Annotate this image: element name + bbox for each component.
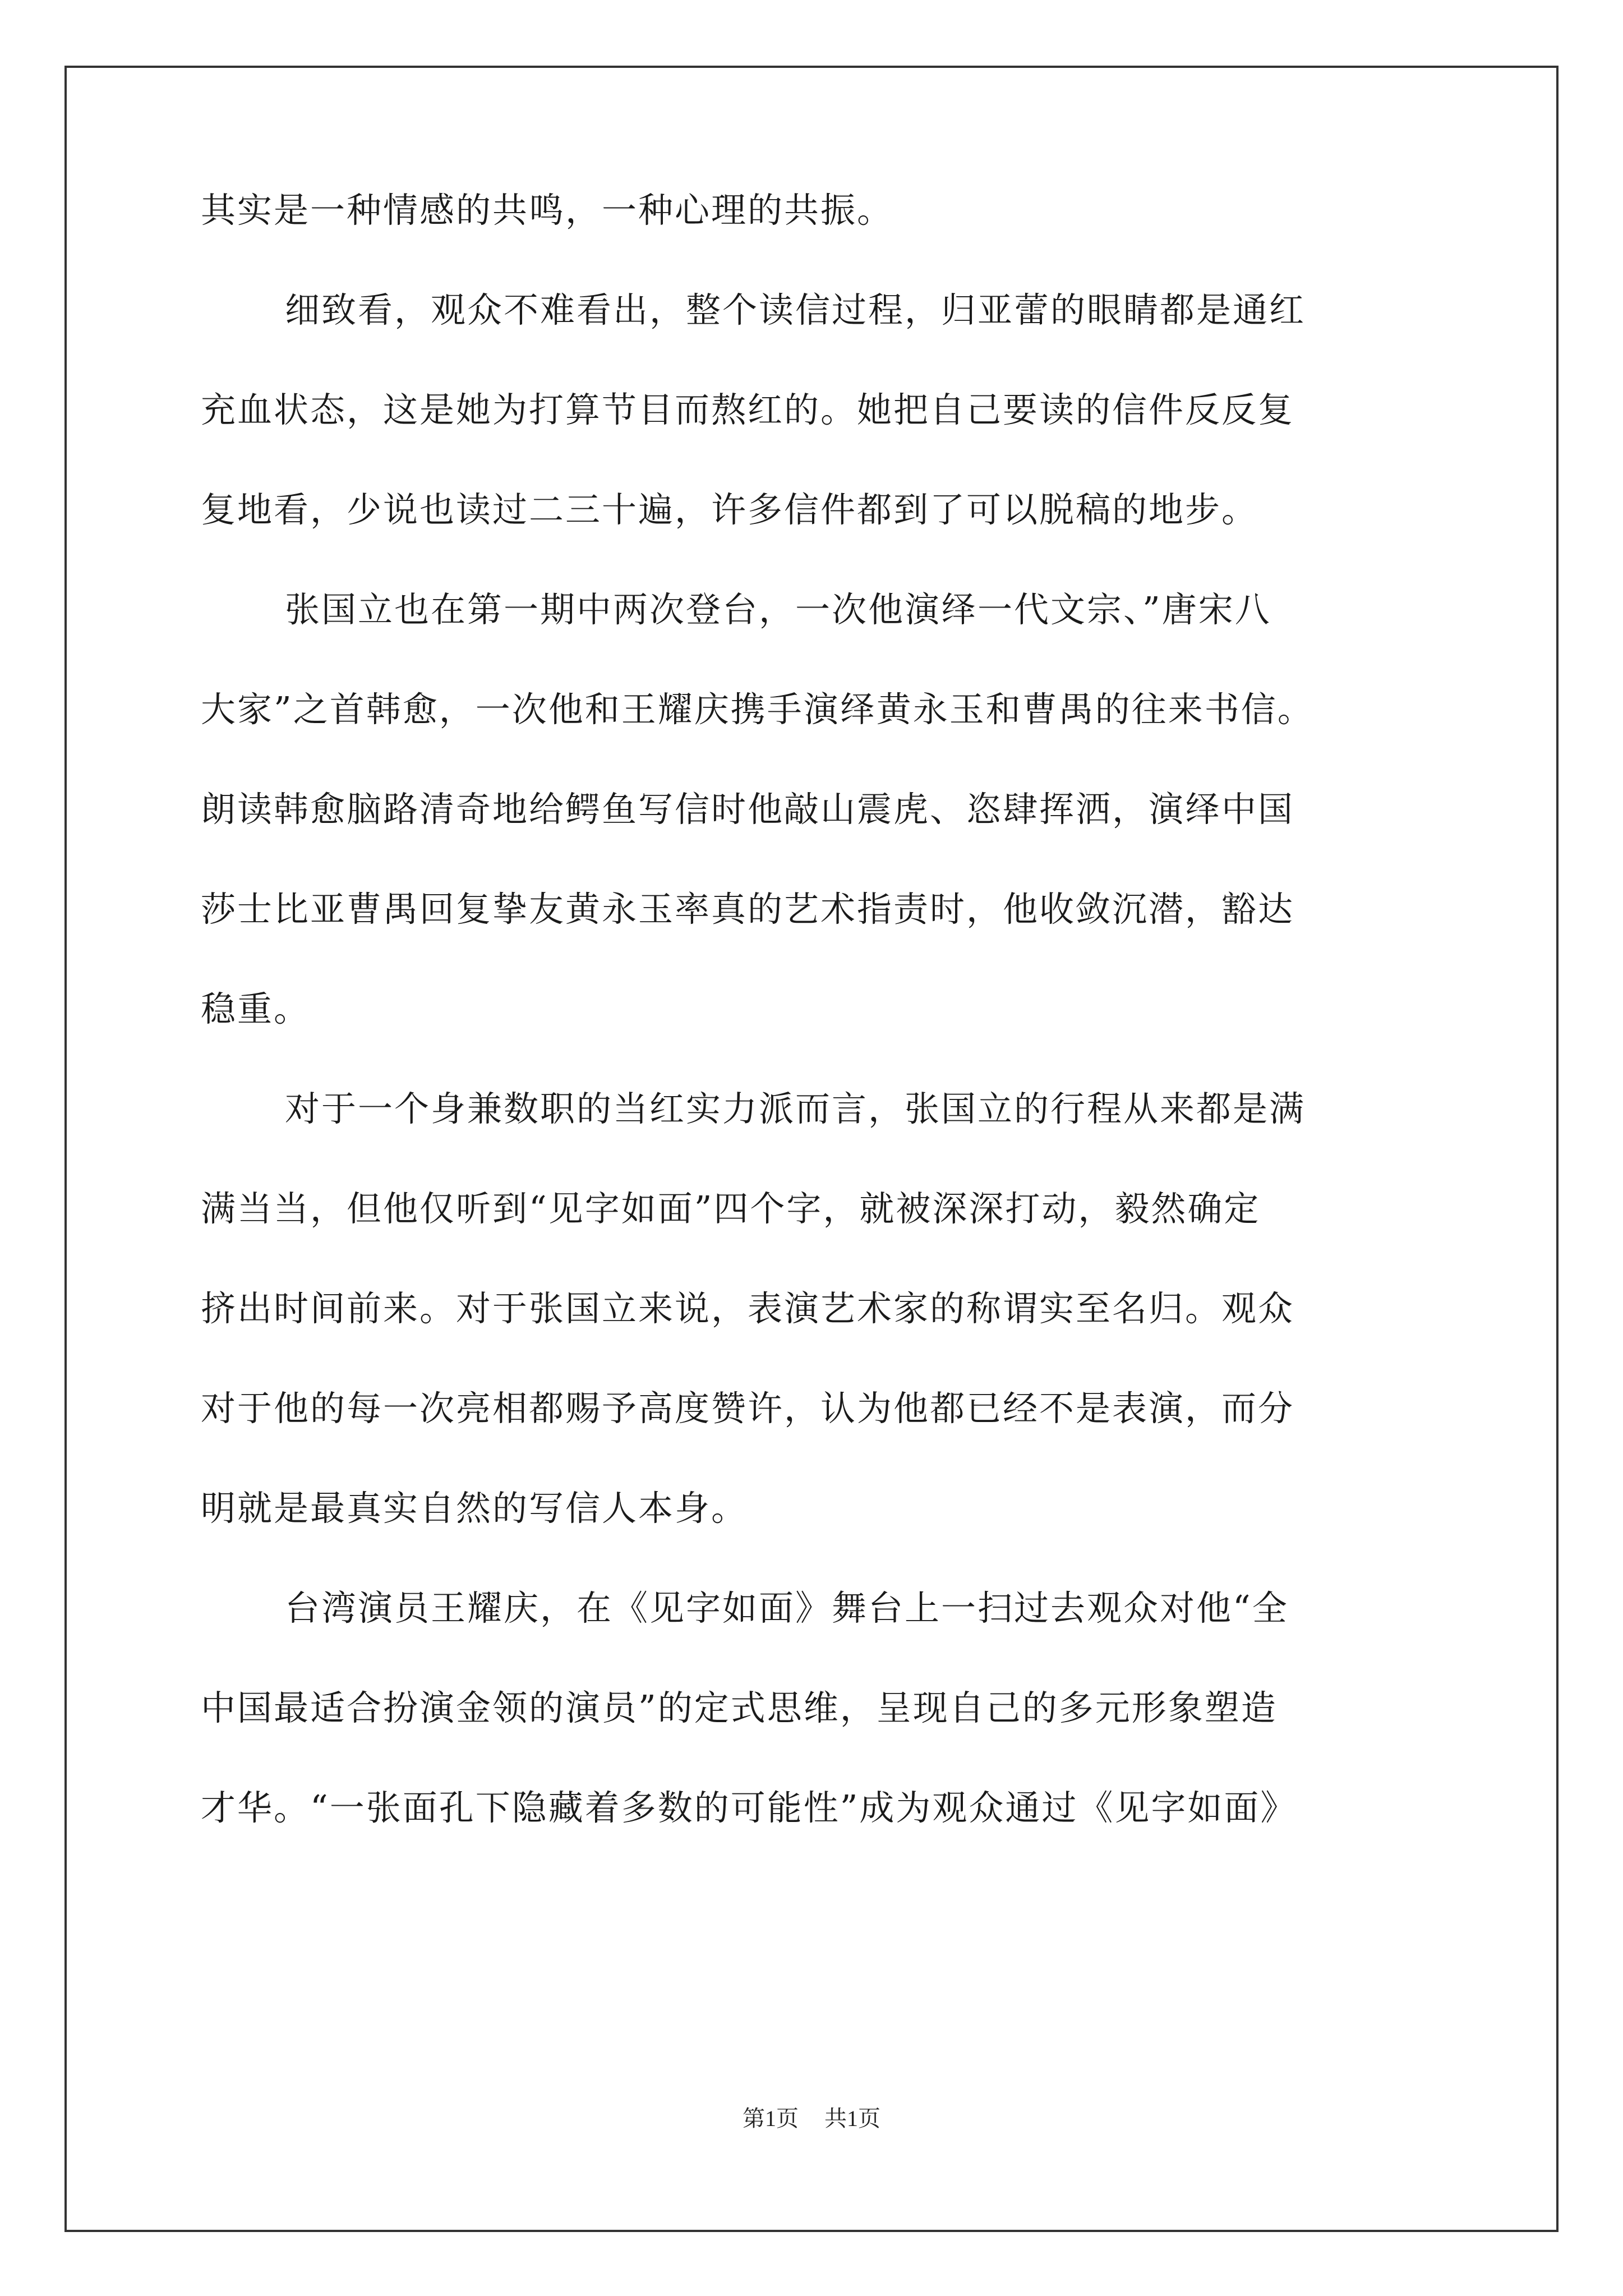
page-total: 共1页 (824, 2106, 880, 2131)
text-line: 才华。“一张面孔下隐藏着多数的可能性”成为观众通过《见字如面》 (201, 1787, 1297, 1828)
text-line: 满当当，但他仅听到“见字如面”四个字，就被深深打动，毅然确定 (201, 1188, 1261, 1229)
text-line: 中国最适合扮演金领的演员”的定式思维，呈现自己的多元形象塑造 (201, 1687, 1278, 1728)
page-footer (0, 2101, 1623, 2133)
text-line: 对于他的每一次亮相都赐予高度赞许，认为他都已经不是表演，而分 (201, 1388, 1295, 1429)
text-line: 张国立也在第一期中两次登台，一次他演绎一代文宗、”唐宋八 (285, 589, 1271, 630)
text-line: 复地看，少说也读过二三十遍，许多信件都到了可以脱稿的地步。 (201, 489, 1258, 530)
page-number: 第1页 (743, 2106, 799, 2131)
text-line: 充血状态，这是她为打算节目而熬红的。她把自己要读的信件反反复 (201, 389, 1295, 430)
text-line: 对于一个身兼数职的当红实力派而言，张国立的行程从来都是满 (285, 1088, 1306, 1129)
text-line: 其实是一种情感的共鸣，一种心理的共振。 (201, 190, 894, 231)
text-line: 台湾演员王耀庆，在《见字如面》舞台上一扫过去观众对他“全 (285, 1588, 1289, 1628)
text-line: 稳重。 (201, 988, 311, 1029)
text-line: 挤出时间前来。对于张国立来说，表演艺术家的称谓实至名归。观众 (201, 1288, 1295, 1329)
text-line: 莎士比亚曹禺回复挚友黄永玉率真的艺术指责时，他收敛沉潜，豁达 (201, 889, 1295, 930)
text-line: 朗读韩愈脑路清奇地给鳄鱼写信时他敲山震虎、恣肆挥洒，演绎中国 (201, 789, 1295, 830)
text-line: 大家”之首韩愈，一次他和王耀庆携手演绎黄永玉和曹禺的往来书信。 (201, 689, 1314, 730)
text-line: 细致看，观众不难看出，整个读信过程，归亚蕾的眼睛都是通红 (285, 289, 1306, 330)
text-line: 明就是最真实自然的写信人本身。 (201, 1488, 748, 1529)
